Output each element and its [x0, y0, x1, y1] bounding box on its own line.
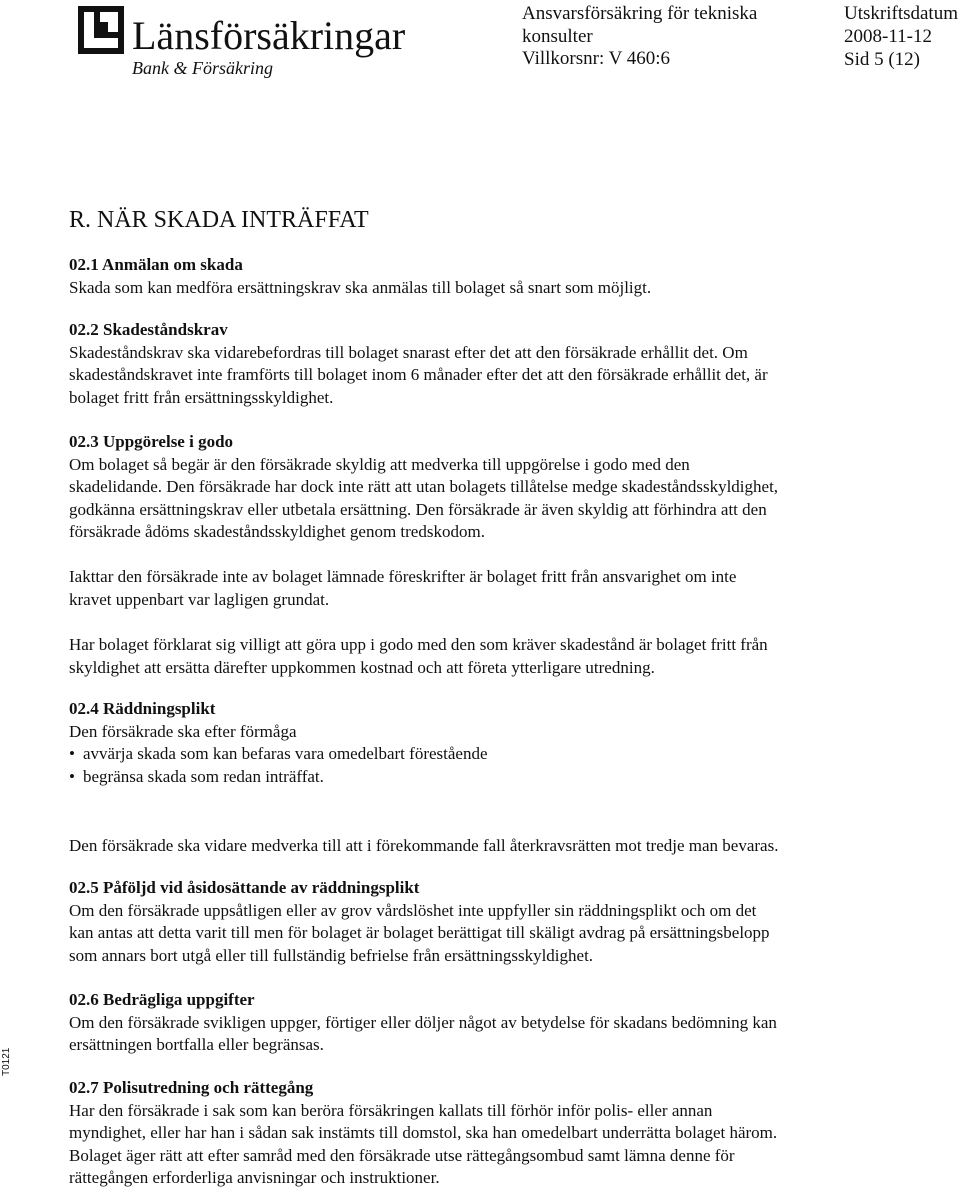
section-02-5 [69, 877, 899, 967]
section-heading: 02.1 Anmälan om skada [69, 255, 243, 274]
body-line: skyldighet att ersätta därefter uppkommen kostnad och att företa ytterligare utredning. [69, 657, 655, 677]
section-heading: 02.5 Påföljd vid åsidosättande av räddningsplikt [69, 878, 420, 897]
body-line: Har den försäkrade i sak som kan beröra försäkringen kallats till förhör inför polis- eller annan [69, 1100, 713, 1120]
body-line: skadeståndskravet inte framförts till bolaget inom 6 månader efter det att den försäkrade erhållit det, är [69, 365, 768, 385]
list-item [69, 743, 899, 766]
section-02-6 [69, 989, 899, 1057]
section-heading: 02.2 Skadeståndskrav [69, 320, 228, 339]
form-code-text: T0121 [1, 1047, 12, 1076]
section-heading: 02.4 Räddningsplikt [69, 699, 216, 718]
body-line: Om den försäkrade uppsåtligen eller av grov vårdslöshet inte uppfyller sin räddningsplikt och om det [69, 900, 757, 920]
section-heading: 02.7 Polisutredning och rättegång [69, 1078, 314, 1097]
lansforsakringar-logo-icon [78, 6, 124, 54]
body-line: kravet uppenbart var lagligen grundat. [69, 589, 330, 609]
body-line: Om den försäkrade svikligen uppger, förtiger eller döljer något av betydelse för skadans bedömning kan [69, 1012, 777, 1032]
section-heading: 02.3 Uppgörelse i godo [69, 432, 234, 451]
body-line: som annars bort utgå eller till fullständig befrielse från ersättningsskyldighet. [69, 945, 594, 965]
body-line: Den försäkrade ska vidare medverka till att i förekommande fall återkravsrätten mot tredje man bevaras. [69, 836, 779, 855]
body-line: Skadeståndskrav ska vidarebefordras till bolaget snarast efter det att den försäkrade erhållit det. Om [69, 342, 748, 362]
bullet-icon: • [69, 766, 75, 786]
body-line: Skada som kan medföra ersättningskrav ska anmälas till bolaget så snart som möjligt. [69, 277, 652, 297]
section-02-3-paragraph-2 [69, 566, 899, 611]
body-line: Har bolaget förklarat sig villigt att göra upp i godo med den som kräver skadestånd är bolaget fritt från [69, 635, 768, 654]
bullet-list [69, 743, 899, 788]
brand-subtitle: Bank & Försäkring [132, 58, 273, 78]
document-title-line-1: Ansvarsförsäkring för tekniska [522, 3, 758, 24]
print-date: 2008-11-12 [844, 26, 932, 47]
body-line: försäkrade ådöms skadeståndsskyldighet genom tredskodom. [69, 522, 485, 542]
section-02-4-closing [69, 835, 899, 858]
body-line: kan antas att detta varit till men för bolaget är bolaget berättigat till skäligt avdrag på ersättningsbelopp [69, 923, 770, 943]
section-02-2 [69, 319, 899, 409]
section-02-7 [69, 1077, 899, 1190]
print-date-label: Utskriftsdatum [844, 3, 958, 24]
page-number: Sid 5 (12) [844, 49, 920, 70]
body-line: Iakttar den försäkrade inte av bolaget lämnade föreskrifter är bolaget fritt från ansvarighet om inte [69, 567, 737, 586]
section-02-1 [69, 254, 899, 299]
section-heading: 02.6 Bedrägliga uppgifter [69, 990, 255, 1009]
section-02-3 [69, 431, 899, 544]
section-02-3-paragraph-3 [69, 634, 899, 679]
body-line: rättegången erforderliga anvisningar och instruktioner. [69, 1168, 440, 1188]
form-code [0, 1040, 17, 1080]
terms-number: Villkorsnr: V 460:6 [522, 48, 671, 69]
body-line: ersättningen bortfalla eller begränsas. [69, 1035, 324, 1055]
body-line: skadelidande. Den försäkrade har dock inte rätt att utan bolagets tillåtelse medge skadeståndsskyldighet, [69, 477, 779, 497]
list-item [69, 766, 899, 789]
body-line: bolaget fritt från ersättningsskyldighet. [69, 387, 334, 407]
body-line: myndighet, eller har han i sådan sak instämts till domstol, ska han omedelbart underrätta bolaget härom. [69, 1123, 778, 1143]
body-line: Bolaget äger rätt att efter samråd med den försäkrade utse rättegångsombud samt lämna denne för [69, 1145, 735, 1165]
bullet-icon: • [69, 744, 75, 764]
body-line: Om bolaget så begär är den försäkrade skyldig att medverka till uppgörelse i godo med den [69, 454, 690, 474]
body-line: godkänna ersättningskrav eller utbetala ersättning. Den försäkrade är även skyldig att förhindra att den [69, 499, 767, 519]
brand-name: Länsförsäkringar [132, 13, 406, 58]
section-title: R. NÄR SKADA INTRÄFFAT [69, 207, 369, 233]
list-item-text: begränsa skada som redan inträffat. [83, 766, 324, 786]
body-line: Den försäkrade ska efter förmåga [69, 721, 297, 741]
document-title-line-2: konsulter [522, 26, 593, 47]
section-02-4 [69, 698, 899, 788]
list-item-text: avvärja skada som kan befaras vara omedelbart förestående [83, 744, 488, 764]
